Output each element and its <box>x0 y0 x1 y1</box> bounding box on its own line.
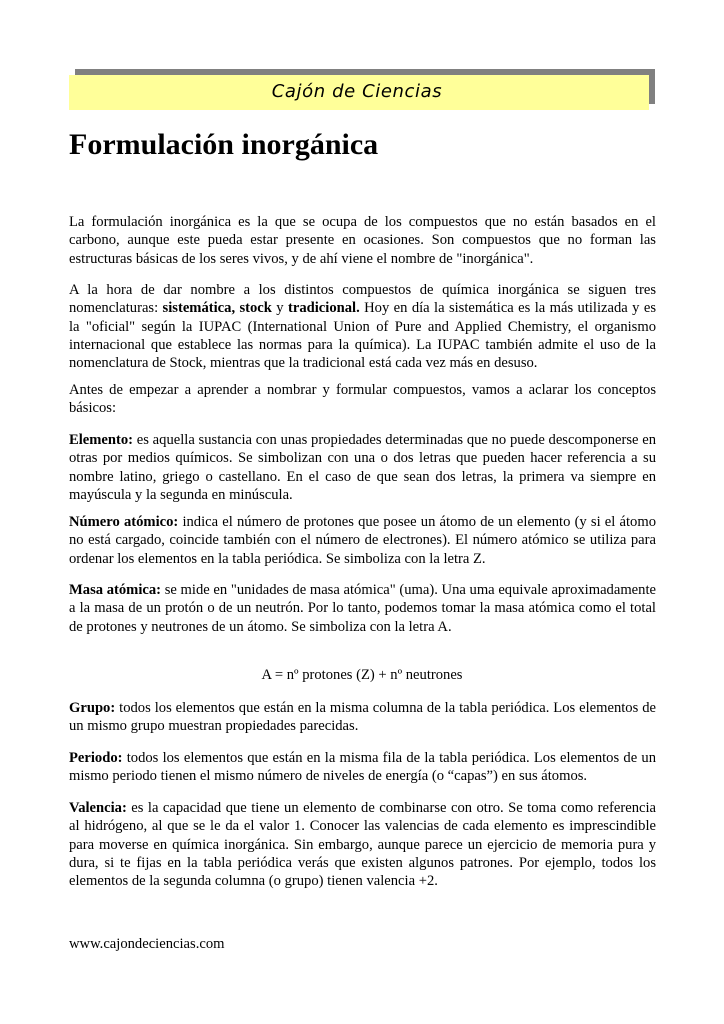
definition-valencia <box>69 799 656 890</box>
brand-name: Cajón de Ciencias <box>271 81 443 102</box>
definition-term: Grupo: <box>69 700 116 716</box>
definition-text: todos los elementos que están en la misma fila de la tabla periódica. Los elementos de un mismo periodo tienen el mismo número de niveles de energía (o “capas”) en sus átomos. <box>69 750 656 785</box>
header-banner <box>69 75 649 110</box>
basics-intro-paragraph: Antes de empezar a aprender a nombrar y formular compuestos, vamos a aclarar los conceptos básicos: <box>69 382 656 417</box>
nomenclature-bold-systematic-stock: sistemática, stock <box>162 300 272 317</box>
definition-periodo <box>69 749 656 786</box>
mass-formula: A = nº protones (Z) + nº neutrones <box>261 667 463 683</box>
definition-term: Valencia: <box>69 800 127 816</box>
definition-elemento <box>69 431 656 504</box>
definition-grupo <box>69 699 656 736</box>
nomenclature-paragraph <box>69 281 656 372</box>
nomenclature-text-before: A la hora de dar nombre a los distintos compuestos de química inorgánica se siguen tres nomenclaturas: <box>69 282 656 317</box>
definition-text: es aquella sustancia con unas propiedades determinadas que no puede descomponerse en otras por medios químicos. Se simbolizan con una o dos letras que pueden hacer referencia a su nombre latino, griego o castellano. En el caso de que sean dos letras, la primera va siempre en mayúscula y la segunda en minúscula. <box>69 432 656 503</box>
definition-masa-atomica <box>69 581 656 636</box>
intro-paragraph: La formulación inorgánica es la que se ocupa de los compuestos que no están basados en el carbono, aunque este pueda estar presente en ocasiones. Son compuestos que no forman las estructuras básicas de los seres vivos, y de ahí viene el nombre de "inorgánica". <box>69 214 656 267</box>
definition-term: Elemento: <box>69 432 134 448</box>
definition-term: Masa atómica: <box>69 582 162 598</box>
nomenclature-bold-traditional: tradicional. <box>287 300 360 317</box>
page-title: Formulación inorgánica <box>69 128 379 161</box>
definition-numero-atomico <box>69 513 656 568</box>
definition-text: es la capacidad que tiene un elemento de combinarse con otro. Se toma como referencia al hidrógeno, al que se le da el valor 1. Conocer las valencias de cada elemento es imprescindible para moverse en química inorgánica. Sin embargo, aunque parece un ejercicio de memoria pura y dura, si te fijas en la tabla periódica verás que existen algunos patrones. Por ejemplo, todos los elementos de la segunda columna (o grupo) tienen valencia +2. <box>69 800 656 890</box>
definition-text: se mide en "unidades de masa atómica" (uma). Una uma equivale aproximadamente a la masa de un protón o de un neutrón. Por lo tanto, podemos tomar la masa atómica como el total de protones y neutrones de un átomo. Se simboliza con la letra A. <box>69 582 656 635</box>
footer-url[interactable]: www.cajondeciencias.com <box>69 936 225 952</box>
definition-term: Número atómico: <box>69 514 179 530</box>
definition-term: Periodo: <box>69 750 123 766</box>
definition-text: todos los elementos que están en la misma columna de la tabla periódica. Los elementos de un mismo grupo muestran propiedades parecidas. <box>69 700 656 735</box>
nomenclature-text-middle: y <box>271 300 288 317</box>
nomenclature-text-after: Hoy en día la sistemática es la más utilizada y es la "oficial" según la IUPAC (International Union of Pure and Applied Chemistry, el organismo internacional que establece las normas para la química). La IUPAC también admite el uso de la nomenclatura de Stock, mientras que la tradicional está cada vez más en desuso. <box>69 300 656 372</box>
definition-text: indica el número de protones que posee un átomo de un elemento (y si el átomo no está cargado, coincide también con el número de electrones). El número atómico se utiliza para ordenar los elementos en la tabla periódica. Se simboliza con la letra Z. <box>69 514 656 567</box>
